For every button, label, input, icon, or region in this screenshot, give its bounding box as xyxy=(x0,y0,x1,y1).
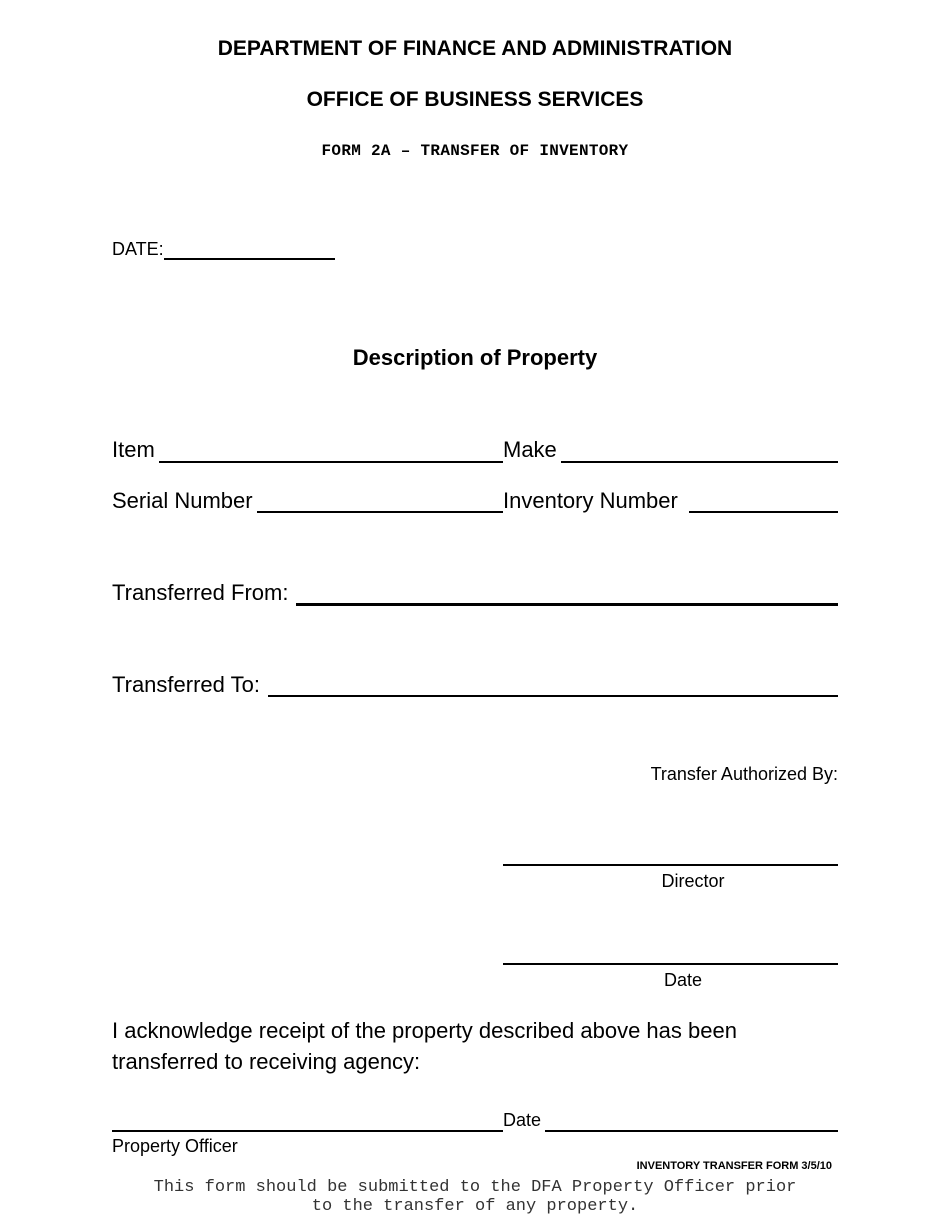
property-officer-label: Property Officer xyxy=(112,1136,238,1156)
transferred-to-label: Transferred To: xyxy=(112,672,260,697)
authorization-date-line xyxy=(503,963,838,965)
director-signature-line xyxy=(503,864,838,866)
item-label: Item xyxy=(112,437,155,462)
acknowledgement-line-2: transferred to receiving agency: xyxy=(112,1049,421,1074)
office-heading: OFFICE OF BUSINESS SERVICES xyxy=(306,88,644,111)
receipt-date-line xyxy=(545,1130,838,1132)
transferred-to-field[interactable] xyxy=(268,674,838,696)
department-heading: DEPARTMENT OF FINANCE AND ADMINISTRATION xyxy=(217,37,733,60)
authorization-date-label: Date xyxy=(663,970,703,990)
acknowledgement-line-1: I acknowledge receipt of the property described above has been xyxy=(112,1018,737,1043)
make-label: Make xyxy=(503,437,557,462)
director-signature-field[interactable] xyxy=(503,840,838,862)
form-code: INVENTORY TRANSFER FORM 3/5/10 xyxy=(636,1160,832,1172)
transferred-from-label: Transferred From: xyxy=(112,580,289,605)
authorization-date-field[interactable] xyxy=(503,940,838,962)
serial-number-label: Serial Number xyxy=(112,488,253,513)
footer-note-line-1: This form should be submitted to the DFA Property Officer prior xyxy=(153,1178,797,1197)
make-field[interactable] xyxy=(561,440,838,462)
property-officer-signature-field[interactable] xyxy=(112,1108,503,1130)
receipt-date-label: Date xyxy=(503,1110,542,1130)
property-officer-signature-line xyxy=(112,1130,503,1132)
inventory-number-label: Inventory Number xyxy=(503,488,678,513)
section-title: Description of Property xyxy=(352,345,598,370)
inventory-number-field[interactable] xyxy=(689,490,838,512)
receipt-date-field[interactable] xyxy=(545,1108,838,1130)
item-field[interactable] xyxy=(159,440,503,462)
authorized-by-heading: Transfer Authorized By: xyxy=(650,764,838,784)
date-field[interactable] xyxy=(164,238,335,260)
date-label: DATE: xyxy=(112,239,164,259)
form-title: FORM 2A – TRANSFER OF INVENTORY xyxy=(321,142,629,160)
transferred-from-field[interactable] xyxy=(296,582,838,604)
serial-number-field[interactable] xyxy=(257,490,503,512)
director-label: Director xyxy=(661,871,725,891)
footer-note-line-2: to the transfer of any property. xyxy=(311,1197,639,1216)
